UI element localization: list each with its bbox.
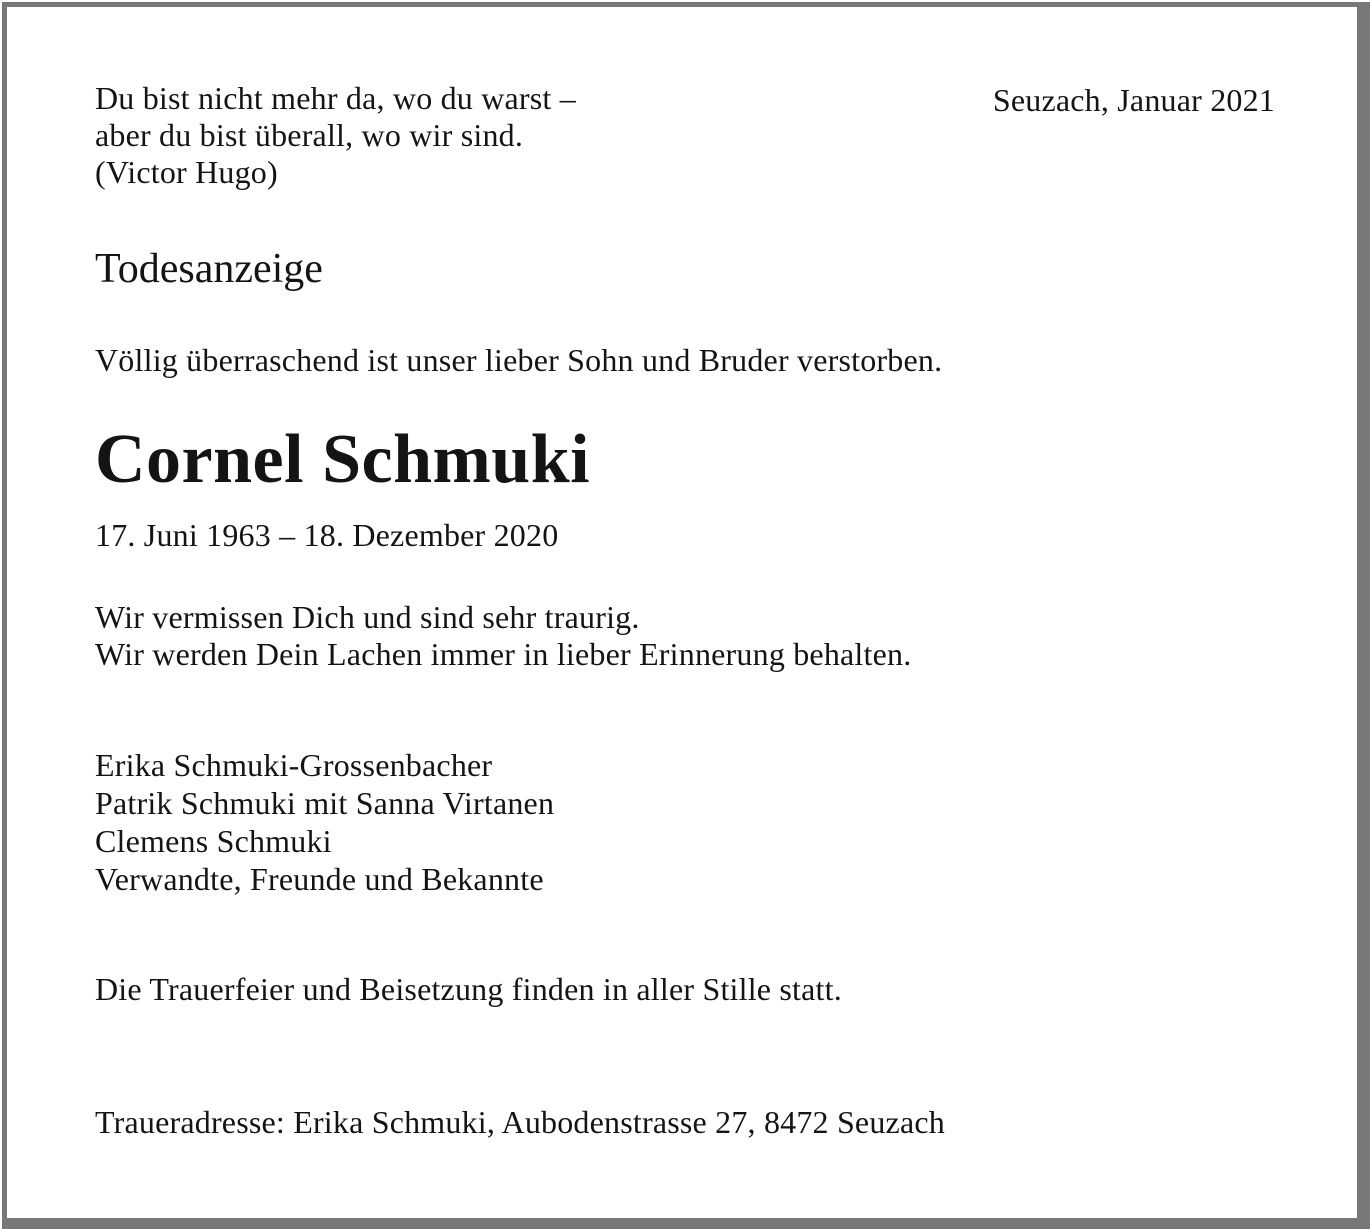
remembrance-line: Wir werden Dein Lachen immer in lieber Erinnerung behalten. <box>95 636 912 672</box>
quote-line: Du bist nicht mehr da, wo du warst – <box>95 80 576 116</box>
quote-line: aber du bist überall, wo wir sind. <box>95 117 524 153</box>
remembrance-text <box>95 599 1275 673</box>
life-dates: 17. Juni 1963 – 18. Dezember 2020 <box>95 517 559 553</box>
document-title: Todesanzeige <box>95 246 323 292</box>
ceremony-notice: Die Trauerfeier und Beisetzung finden in aller Stille statt. <box>95 971 842 1007</box>
mourner-line: Erika Schmuki-Grossenbacher <box>95 747 493 783</box>
mourner-line: Patrik Schmuki mit Sanna Virtanen <box>95 785 555 821</box>
announcement-sentence: Völlig überraschend ist unser lieber Sohn und Bruder verstorben. <box>95 342 943 378</box>
quote-attribution: (Victor Hugo) <box>95 154 278 190</box>
mourner-line: Verwandte, Freunde und Bekannte <box>95 861 544 897</box>
place-dateline: Seuzach, Januar 2021 <box>992 82 1275 118</box>
mourners-list <box>95 746 1275 898</box>
epigraph-quote <box>95 80 576 191</box>
remembrance-line: Wir vermissen Dich und sind sehr traurig. <box>95 599 640 635</box>
mourner-line: Clemens Schmuki <box>95 823 332 859</box>
deceased-name: Cornel Schmuki <box>95 421 591 498</box>
header-row <box>95 80 1275 191</box>
mourning-address: Traueradresse: Erika Schmuki, Aubodenstrasse 27, 8472 Seuzach <box>95 1104 945 1140</box>
